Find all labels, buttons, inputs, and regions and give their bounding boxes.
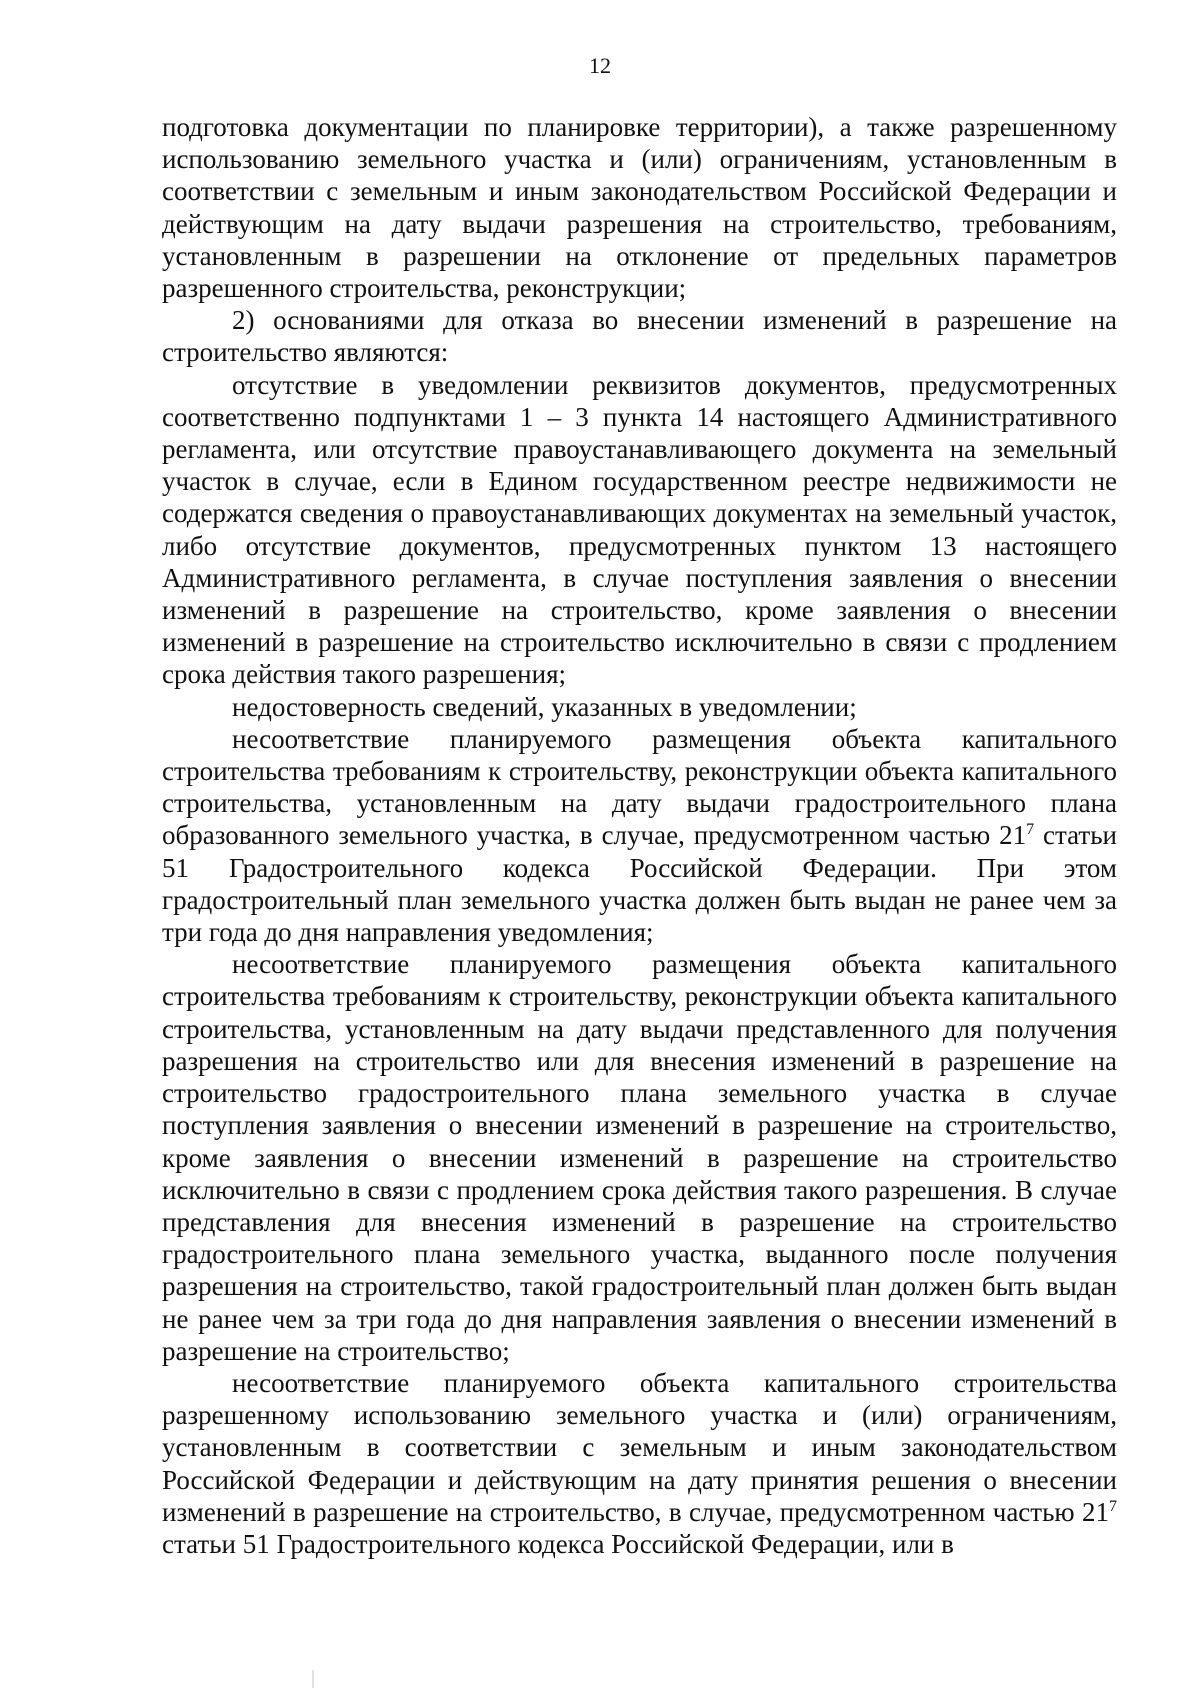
paragraph-text-part: несоответствие планируемого размещения объекта капитального строительства требованиям к строительству, реконструкции объекта капитального строительства, установленным на дату выдачи градостроительного плана образованного земельного участка, в случае, предусмотренном частью 21 [162, 723, 1117, 851]
superscript-index: 7 [1109, 1497, 1117, 1515]
paragraph-text-part: статьи 51 Градостроительного кодекса Российской Федерации. При этом градостроительный план земельного участка должен быть выдан не ранее чем за три года до дня направления уведомления; [162, 820, 1117, 948]
paragraph-noncompliance-urban-plan: несоответствие планируемого размещения объекта капитального строительства требованиям к строительству, реконструкции объекта капитального строительства, установленным на дату выдачи представленного для получения разрешения на строительство или для внесения изменений в разрешение на строительство градостроительного плана земельного участка в случае поступления заявления о внесении изменений в разрешение на строительство, кроме заявления о внесении изменений в разрешение на строительство исключительно в связи с продлением срока действия такого разрешения. В случае представления для внесения изменений в разрешение на строительство градостроительного плана земельного участка, выданного после получения разрешения на строительство, такой градостроительный план должен быть выдан не ранее чем за три года до дня направления заявления о внесении изменений в разрешение на строительство; [162, 949, 1117, 1366]
paragraph-noncompliance-permitted-use [162, 1367, 1117, 1560]
paragraph-text-part: несоответствие планируемого объекта капитального строительства разрешенному использованию земельного участка и (или) ограничениям, установленным в соответствии с земельным и иным законодательством Российской Федерации и действующим на дату принятия решения о внесении изменений в разрешение на строительство, в случае, предусмотренном частью 21 [162, 1367, 1117, 1527]
paragraph-text-part: статьи 51 Градостроительного кодекса Российской Федерации, или в [162, 1528, 954, 1559]
scan-artifact [312, 1670, 314, 1688]
document-body [162, 111, 1117, 1560]
paragraph-missing-documents: отсутствие в уведомлении реквизитов документов, предусмотренных соответственно подпунктами 1 – 3 пункта 14 настоящего Административного регламента, или отсутствие правоустанавливающего документа на земельный участок в случае, если в Едином государственном реестре недвижимости не содержатся сведения о правоустанавливающих документах на земельный участок, либо отсутствие документов, предусмотренных пунктом 13 настоящего Административного регламента, в случае поступления заявления о внесении изменений в разрешение на строительство, кроме заявления о внесении изменений в разрешение на строительство исключительно в связи с продлением срока действия такого разрешения; [162, 369, 1117, 690]
paragraph-refusal-grounds-heading: 2) основаниями для отказа во внесении изменений в разрешение на строительство являются: [162, 305, 1117, 368]
paragraph-continuation: подготовка документации по планировке территории), а также разрешенному использованию земельного участка и (или) ограничениям, установленным в соответствии с земельным и иным законодательством Российской Федерации и действующим на дату выдачи разрешения на строительство, требованиям, установленным в разрешении на отклонение от предельных параметров разрешенного строительства, реконструкции; [162, 112, 1117, 304]
paragraph-noncompliance-formed-plot [162, 723, 1117, 948]
paragraph-unreliable-info: недостоверность сведений, указанных в уведомлении; [232, 691, 857, 722]
superscript-index: 7 [1026, 821, 1035, 839]
page-number: 12 [589, 53, 611, 78]
